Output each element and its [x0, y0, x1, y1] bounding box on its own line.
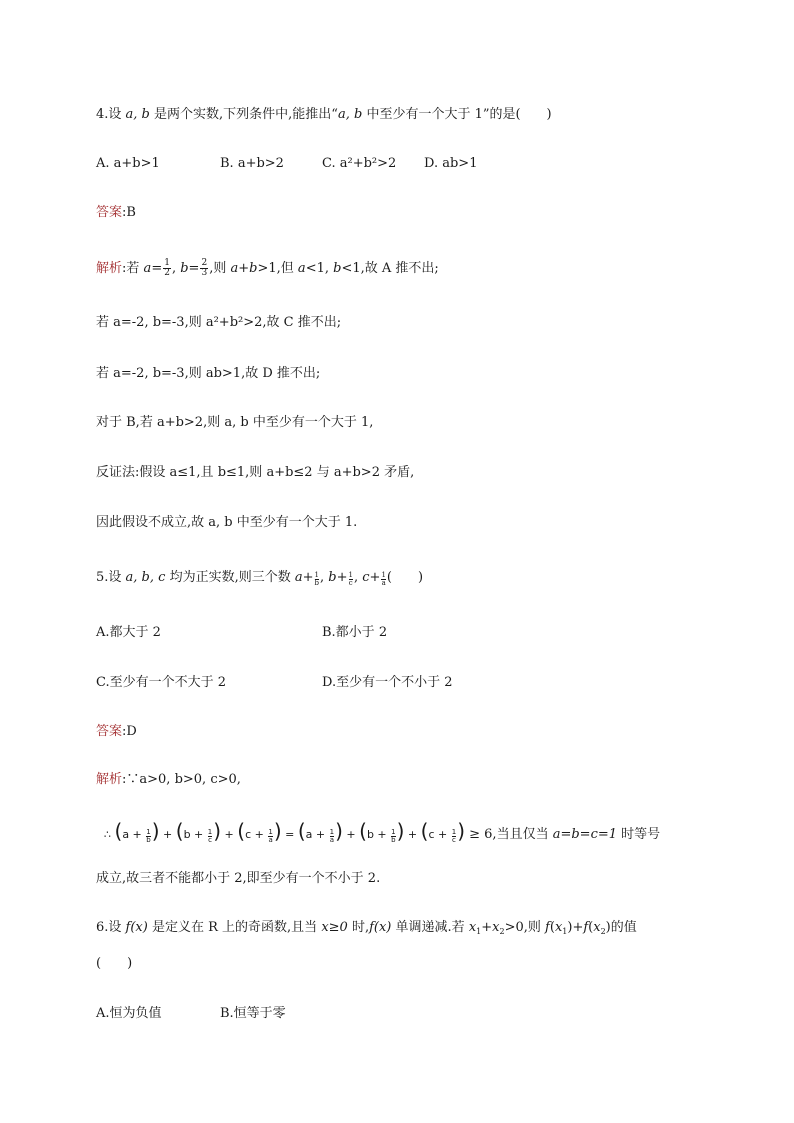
fraction-one-half: $\frac{1}{2}$: [164, 258, 170, 278]
q4-option-a: A. a+b>1: [96, 156, 160, 171]
q5-option-a: A.都大于 2: [96, 625, 161, 640]
q5-answer: 答案:D: [96, 724, 137, 739]
q5-option-c: C.至少有一个不大于 2: [96, 675, 227, 690]
q4-analysis-line-5: 反证法:假设 a≤1,且 b≤1,则 a+b≤2 与 a+b>2 矛盾,: [96, 465, 415, 480]
q4-stem: 4.设 a, b 是两个实数,下列条件中,能推出“a, b 中至少有一个大于 1”的是( ): [96, 107, 552, 122]
q4-analysis-line-4: 对于 B,若 a+b>2,则 a, b 中至少有一个大于 1,: [96, 415, 374, 430]
q4-analysis-line-2: 若 a=-2, b=-3,则 a²+b²>2,故 C 推不出;: [96, 315, 342, 330]
q6-option-b: B.恒等于零: [220, 1006, 286, 1021]
fraction-two-thirds: $\frac{2}{3}$: [201, 258, 208, 278]
q5-analysis-line-3: 成立,故三者不能都小于 2,即至少有一个不小于 2.: [96, 871, 381, 886]
q4-option-d: D. ab>1: [424, 156, 478, 171]
q5-option-b: B.都小于 2: [322, 625, 388, 640]
q4-option-b: B. a+b>2: [220, 156, 284, 171]
q4-option-c: C. a²+b²>2: [322, 156, 397, 171]
q4-answer: 答案:B: [96, 205, 136, 220]
q4-analysis-line-1: 解析:若 a= $\frac{1}{2}$ , b= $\frac{2}{3}$ ,则 a+b>1,但 a<1, b<1,故 A 推不出;: [96, 258, 439, 278]
q5-stem: 5.设 a, b, c 均为正实数,则三个数 a+ $\frac{1}{b}$ , b+ $\frac{1}{c}$ , c+ $\frac{1}{a}$ ( ): [96, 570, 424, 587]
q5-analysis-line-1: 解析:∵a>0, b>0, c>0,: [96, 772, 241, 787]
q5-analysis-equation: ∴ (a + $\frac{1}{b}$ ) + (b + $\frac{1}{c}$ ) + (c + $\frac{1}{a}$ ) = (a + $\frac{1}{a}$ ) + (b + $\frac{1}{b}$ ) + (c + $\frac{1}{c}$ ) ≥ 6,当且仅当 a=b=c=1 时等号: [104, 819, 661, 844]
q6-stem: 6.设 f(x) 是定义在 R 上的奇函数,且当 x≥0 时,f(x) 单调递减.若 $x_1+x_2>0$,则 $f(x_1)+f(x_2)$的值: [96, 920, 637, 936]
q6-blank: ( ): [96, 956, 133, 971]
q4-analysis-line-3: 若 a=-2, b=-3,则 ab>1,故 D 推不出;: [96, 366, 321, 381]
q5-option-d: D.至少有一个不小于 2: [322, 675, 453, 690]
q4-analysis-line-6: 因此假设不成立,故 a, b 中至少有一个大于 1.: [96, 515, 358, 530]
q6-option-a: A.恒为负值: [96, 1006, 162, 1021]
